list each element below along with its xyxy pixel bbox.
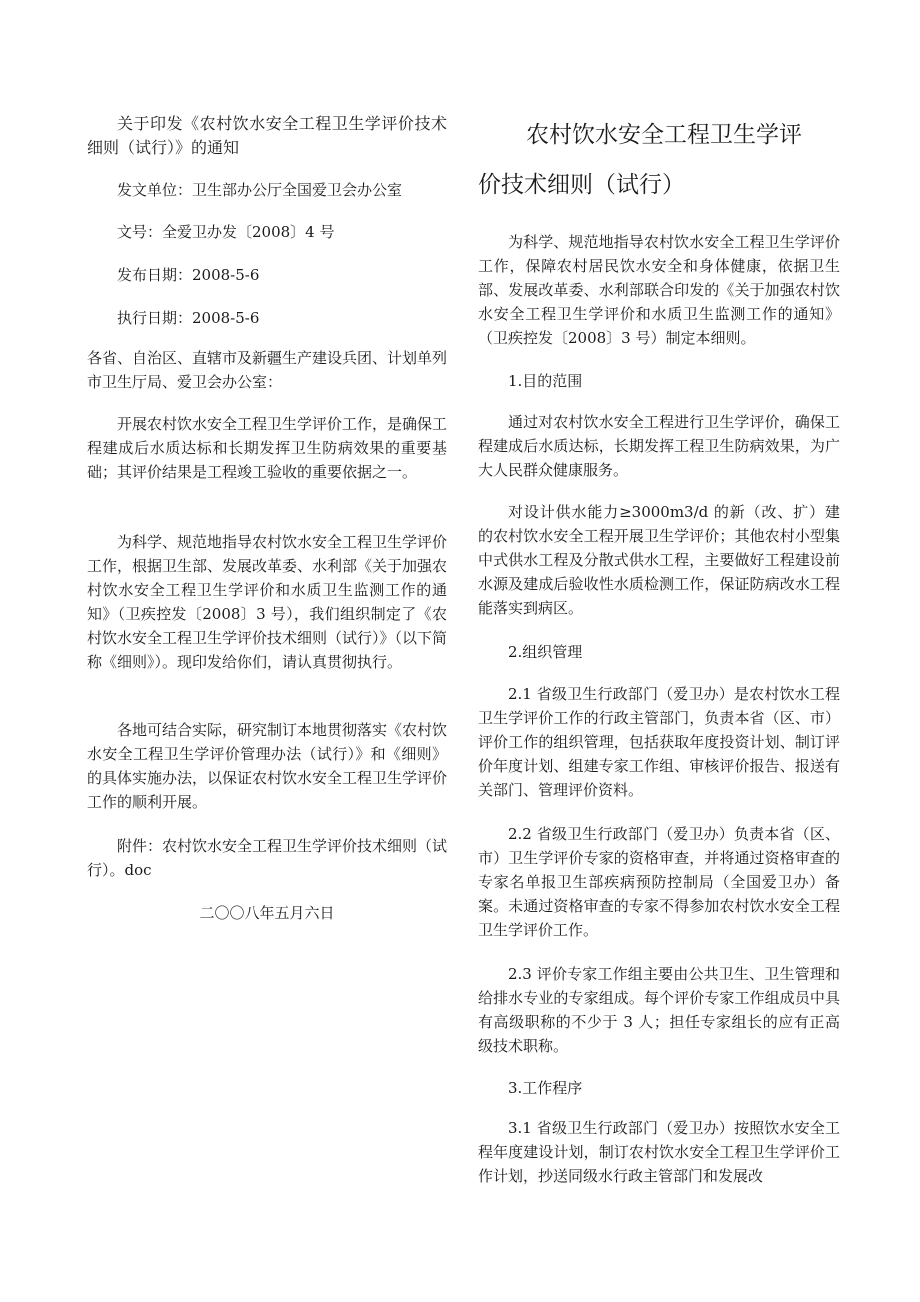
section-2-3-paragraph: 2.3 评价专家工作组主要由公共卫生、卫生管理和给排水专业的专家组成。每个评价专家工作组成员中具有高级职称的不少于 3 人；担任专家组长的应有正高级技术职称。 (478, 965, 840, 1055)
notice-paragraph-2: 为科学、规范地指导农村饮水安全工程卫生学评价工作，根据卫生部、发展改革委、水利部《关于加强农村饮水安全工程卫生学评价和水质卫生监测工作的通知》（卫疾控发〔2008〕3 号），我们组织制定了《农村饮水安全工程卫生学评价技术细则（试行）》（以下简称《细则》）。现印发给你们，请认真贯彻执行。 (87, 533, 448, 671)
left-column (87, 0, 447, 1302)
notice-paragraph-1: 开展农村饮水安全工程卫生学评价工作，是确保工程建成后水质达标和长期发挥卫生防病效果的重要基础；其评价结果是工程竣工验收的重要依据之一。 (87, 415, 448, 481)
salutation: 各省、自治区、直辖市及新疆生产建设兵团、计划单列市卫生厅局、爱卫会办公室： (87, 349, 448, 391)
effective-date-line: 执行日期：2008-5-6 (117, 309, 260, 327)
right-column (478, 0, 840, 1302)
doc-title-line-2: 价技术细则（试行） (478, 172, 685, 198)
notice-paragraph-3: 各地可结合实际，研究制订本地贯彻落实《农村饮水安全工程卫生学评价管理办法（试行）》和《细则》的具体实施办法，以保证农村饮水安全工程卫生学评价工作的顺利开展。 (87, 721, 448, 811)
section-heading-1: 1.目的范围 (508, 372, 583, 390)
attachment-line: 附件：农村饮水安全工程卫生学评价技术细则（试行）。doc (87, 837, 448, 879)
notice-title: 关于印发《农村饮水安全工程卫生学评价技术细则（试行）》的通知 (87, 114, 447, 157)
section-1-paragraph-b: 对设计供水能力≥3000m3/d 的新（改、扩）建的农村饮水安全工程开展卫生学评价；其他农村小型集中式供水工程及分散式供水工程，主要做好工程建设前水源及建成后验收性水质检测工作，保证防病改水工程能落实到病区。 (478, 503, 840, 617)
signing-date: 二〇〇八年五月六日 (199, 904, 335, 922)
issuer-line: 发文单位：卫生部办公厅全国爱卫会办公室 (117, 181, 403, 199)
publish-date-line: 发布日期：2008-5-6 (117, 266, 260, 284)
section-2-1-paragraph: 2.1 省级卫生行政部门（爱卫办）是农村饮水工程卫生学评价工作的行政主管部门，负责本省（区、市）评价工作的组织管理，包括获取年度投资计划、制订评价年度计划、组建专家工作组、审核评价报告、报送有关部门、管理评价资料。 (478, 685, 840, 799)
section-2-2-paragraph: 2.2 省级卫生行政部门（爱卫办）负责本省（区、市）卫生学评价专家的资格审查，并将通过资格审查的专家名单报卫生部疾病预防控制局（全国爱卫办）备案。未通过资格审查的专家不得参加农村饮水安全工程卫生学评价工作。 (478, 825, 840, 939)
section-heading-2: 2.组织管理 (508, 643, 583, 661)
section-heading-3: 3.工作程序 (508, 1079, 583, 1097)
section-1-paragraph-a: 通过对农村饮水安全工程进行卫生学评价，确保工程建成后水质达标，长期发挥工程卫生防病效果，为广大人民群众健康服务。 (478, 413, 840, 479)
doc-number-line: 文号：全爱卫办发〔2008〕4 号 (117, 223, 335, 241)
intro-paragraph: 为科学、规范地指导农村饮水安全工程卫生学评价工作，保障农村居民饮水安全和身体健康，依据卫生部、发展改革委、水利部联合印发的《关于加强农村饮水安全工程卫生学评价和水质卫生监测工作的通知》（卫疾控发〔2008〕3 号）制定本细则。 (478, 233, 840, 347)
doc-title-line-1: 农村饮水安全工程卫生学评 (526, 122, 802, 148)
section-3-1-paragraph: 3.1 省级卫生行政部门（爱卫办）按照饮水安全工程年度建设计划，制订农村饮水安全工程卫生学评价工作计划，抄送同级水行政主管部门和发展改 (478, 1119, 840, 1185)
